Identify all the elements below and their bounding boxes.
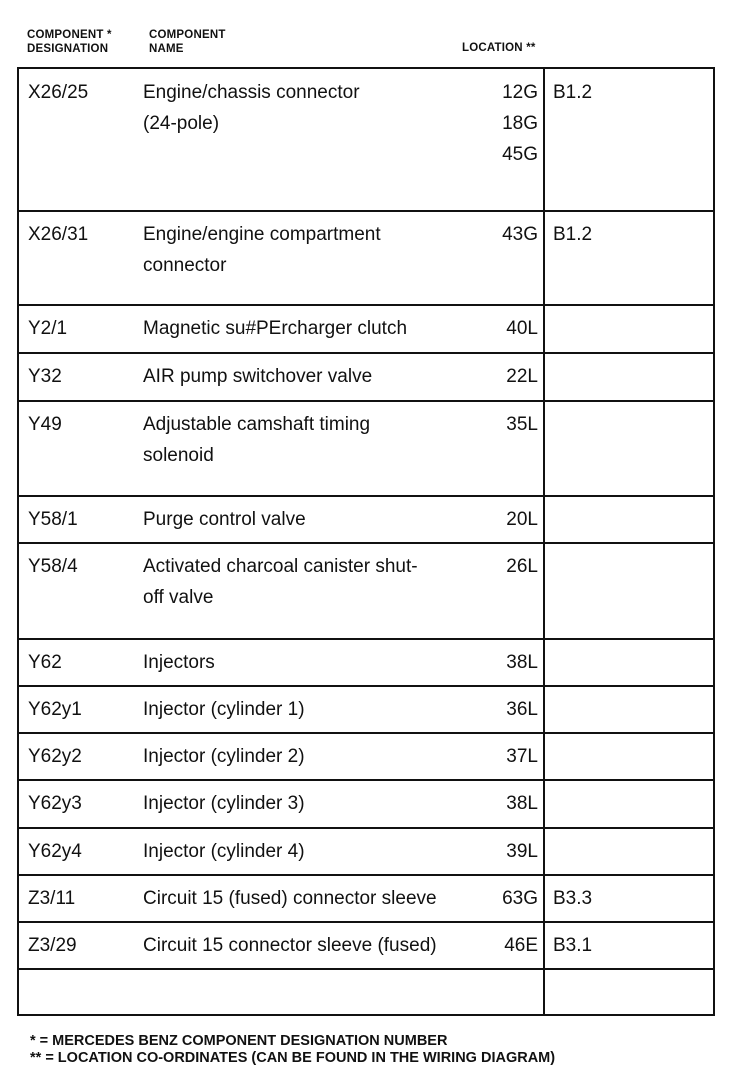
component-name — [143, 883, 437, 914]
location-value: 38L — [506, 652, 538, 673]
location-value: 35L — [506, 414, 538, 435]
location-value: 12G — [502, 82, 538, 103]
component-designation: Y62y4 — [28, 841, 82, 862]
component-name-line: Injector (cylinder 1) — [143, 699, 305, 720]
component-name — [143, 694, 305, 725]
component-name-line: Injector (cylinder 3) — [143, 793, 305, 814]
component-name-line: Injector (cylinder 2) — [143, 746, 305, 767]
component-name-line: connector — [143, 255, 227, 276]
component-name-line: solenoid — [143, 445, 214, 466]
location-value: 26L — [506, 556, 538, 577]
location-coordinates — [506, 551, 538, 582]
location-value: 20L — [506, 509, 538, 530]
row-divider — [17, 779, 715, 781]
location-column-header: LOCATION ** — [462, 42, 536, 54]
location-coordinates — [506, 741, 538, 772]
row-divider — [17, 304, 715, 306]
location-value: 22L — [506, 366, 538, 387]
location-coordinates — [506, 409, 538, 440]
row-divider — [17, 968, 715, 970]
row-divider — [17, 352, 715, 354]
location-value: 40L — [506, 318, 538, 339]
row-divider — [17, 921, 715, 923]
component-name — [143, 313, 407, 344]
component-name-line: Adjustable camshaft timing — [143, 414, 371, 435]
component-name-line: Engine/chassis connector — [143, 82, 360, 103]
component-designation: Y49 — [28, 414, 62, 435]
component-name-line: Engine/engine compartment — [143, 224, 381, 245]
diagram-grid-reference: B1.2 — [553, 82, 593, 103]
component-designation: Y62y3 — [28, 793, 82, 814]
component-name-line: off valve — [143, 587, 214, 608]
location-coordinates — [506, 647, 538, 678]
component-name-line: Circuit 15 (fused) connector sleeve — [143, 888, 437, 909]
component-name-line: Purge control valve — [143, 509, 306, 530]
component-name — [143, 361, 372, 392]
component-name — [143, 219, 381, 281]
designation-header-line1: COMPONENT * — [27, 29, 112, 41]
location-coordinates — [506, 504, 538, 535]
location-coordinates — [506, 361, 538, 392]
diagram-grid-reference: B1.2 — [553, 224, 593, 245]
location-value: 63G — [502, 888, 538, 909]
row-divider — [17, 210, 715, 212]
designation-column-header — [27, 28, 112, 56]
location-value: 43G — [502, 224, 538, 245]
component-name-line: Circuit 15 connector sleeve (fused) — [143, 935, 437, 956]
diagram-grid-reference: B3.1 — [553, 935, 593, 956]
location-coordinates — [504, 930, 538, 961]
component-name-line: (24-pole) — [143, 113, 220, 134]
footnote-location: ** = LOCATION CO-ORDINATES (CAN BE FOUND IN THE WIRING DIAGRAM) — [30, 1050, 556, 1066]
component-name — [143, 647, 215, 678]
location-value: 39L — [506, 841, 538, 862]
location-value: 36L — [506, 699, 538, 720]
location-coordinates — [502, 219, 538, 250]
component-name-line: Injectors — [143, 652, 215, 673]
location-coordinates — [506, 313, 538, 344]
name-column-header — [149, 28, 226, 56]
component-designation: Y2/1 — [28, 318, 68, 339]
component-name-line: Activated charcoal canister shut- — [143, 556, 418, 577]
location-coordinates — [502, 77, 538, 170]
component-name — [143, 836, 305, 867]
component-designation: Y62 — [28, 652, 62, 673]
name-header-line2: NAME — [149, 43, 184, 55]
location-value: 38L — [506, 793, 538, 814]
location-coordinates — [506, 694, 538, 725]
component-name-line: Magnetic su#PErcharger clutch — [143, 318, 408, 339]
component-designation: X26/31 — [28, 224, 89, 245]
row-divider — [17, 827, 715, 829]
location-coordinates — [506, 836, 538, 867]
component-designation: Y58/4 — [28, 556, 78, 577]
location-value: 45G — [502, 144, 538, 165]
component-name — [143, 77, 360, 139]
component-name — [143, 741, 305, 772]
row-divider — [17, 638, 715, 640]
footnote-designation: * = MERCEDES BENZ COMPONENT DESIGNATION NUMBER — [30, 1033, 448, 1049]
component-name — [143, 551, 418, 613]
row-divider — [17, 542, 715, 544]
component-designation: Z3/11 — [28, 888, 76, 909]
location-coordinates — [502, 883, 538, 914]
component-name — [143, 504, 306, 535]
component-name — [143, 788, 305, 819]
name-header-line1: COMPONENT — [149, 29, 226, 41]
component-designation: Y58/1 — [28, 509, 78, 530]
location-value: 37L — [506, 746, 538, 767]
designation-header-line2: DESIGNATION — [27, 43, 109, 55]
row-divider — [17, 400, 715, 402]
component-designation: X26/25 — [28, 82, 89, 103]
row-divider — [17, 495, 715, 497]
component-name — [143, 930, 437, 961]
component-name-line: Injector (cylinder 4) — [143, 841, 305, 862]
component-name — [143, 409, 370, 471]
component-designation: Y32 — [28, 366, 62, 387]
row-divider — [17, 874, 715, 876]
location-value: 18G — [502, 113, 538, 134]
component-designation: Y62y2 — [28, 746, 82, 767]
component-designation: Z3/29 — [28, 935, 77, 956]
row-divider — [17, 732, 715, 734]
location-coordinates — [506, 788, 538, 819]
component-designation: Y62y1 — [28, 699, 82, 720]
diagram-grid-reference: B3.3 — [553, 888, 593, 909]
component-name-line: AIR pump switchover valve — [143, 366, 373, 387]
row-divider — [17, 685, 715, 687]
location-value: 46E — [504, 935, 538, 956]
